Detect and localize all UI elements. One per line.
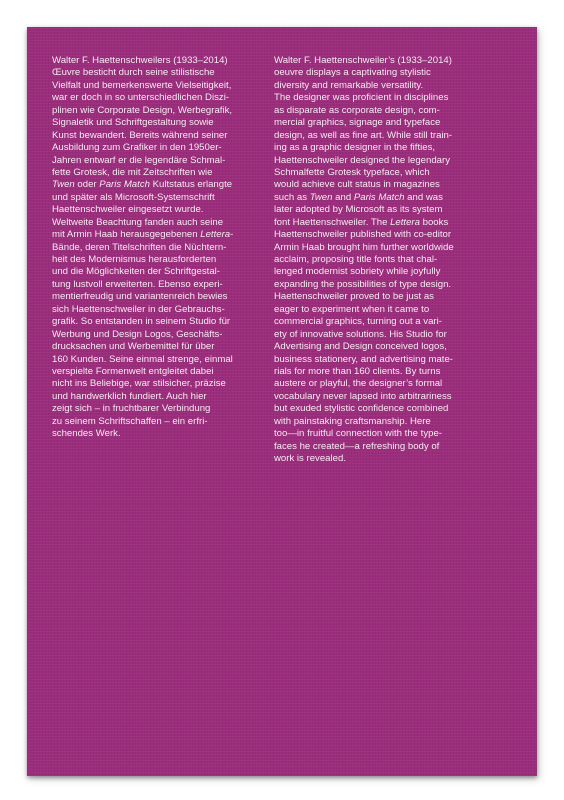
text-line: Twen oder Paris Match Kultstatus erlangte: [52, 179, 233, 191]
text-line: Advertising and Design conceived logos,: [274, 341, 447, 353]
text-line: design, as well as fine art. While still train-: [274, 129, 453, 141]
text-line: zu seinem Schriftschaffen – ein erfri-: [52, 415, 208, 427]
text-line: such as Twen and Paris Match and was: [274, 191, 443, 203]
text-line: lenged modernist sobriety while joyfully: [274, 266, 441, 278]
text-line: ety of innovative solutions. His Studio for: [274, 328, 447, 340]
text-line: as disparate as corporate design, com-: [274, 104, 440, 116]
text-line: business stationery, and advertising mate-: [274, 353, 453, 365]
text-line: Haettenschweiler eingesetzt wurde.: [52, 204, 204, 216]
text-line: und später als Microsoft-Systemschrift: [52, 191, 215, 203]
text-line: would achieve cult status in magazines: [274, 179, 440, 191]
text-line: sich Haettenschweiler in der Gebrauchs-: [52, 303, 225, 315]
text-line: Walter F. Haettenschweilers (1933–2014): [52, 55, 228, 66]
text-line: grafik. So entstanden in seinem Studio für: [52, 316, 231, 328]
text-line: mentierfreudig und variantenreich bewies: [52, 291, 228, 303]
english-text-column: [274, 55, 514, 465]
text-line: war er doch in so unterschiedlichen Diszi-: [52, 92, 230, 104]
text-line: Weltweite Beachtung fanden auch seine: [52, 216, 224, 228]
text-line: with painstaking craftsmanship. Here: [274, 415, 431, 427]
text-line: und handwerklich fundiert. Auch hier: [52, 390, 207, 402]
text-line: Haettenschweiler designed the legendary: [274, 154, 450, 166]
text-line: drucksachen und Werbemittel für über: [52, 341, 215, 353]
text-line: commercial graphics, turning out a vari-: [274, 316, 442, 328]
text-line: Haettenschweiler proved to be just as: [274, 291, 434, 303]
text-line: vocabulary never lapsed into arbitrariness: [274, 390, 452, 402]
text-line: Armin Haab brought him further worldwide: [274, 241, 454, 253]
text-line: Bände, deren Titelschriften die Nüchtern-: [52, 241, 227, 253]
text-line: Ausbildung zum Grafiker in den 1950er-: [52, 142, 222, 154]
text-line: oeuvre displays a captivating stylistic: [274, 67, 431, 79]
text-line: diversity and remarkable versatility.: [274, 79, 424, 91]
text-line: tung lustvoll erweiterten. Ebenso experi-: [52, 278, 223, 290]
text-line: Signaletik und Schriftgestaltung sowie: [52, 117, 214, 129]
german-text-column: [52, 55, 278, 441]
text-line: Œuvre besticht durch seine stilistische: [52, 67, 215, 79]
text-line: but exuded stylistic confidence combined: [274, 403, 449, 415]
text-line: Werbung und Design Logos, Geschäfts-: [52, 328, 223, 340]
text-line: austere or playful, the designer’s formal: [274, 378, 443, 390]
text-line: later adopted by Microsoft as its system: [274, 204, 443, 216]
text-line: mercial graphics, signage and typeface: [274, 117, 441, 129]
text-line: Schmalfette Grotesk typeface, which: [274, 166, 430, 178]
text-line: Vielfalt und bemerkenswerte Vielseitigkeit,: [52, 79, 232, 91]
text-line: Walter F. Haettenschweiler’s (1933–2014): [274, 55, 452, 66]
text-line: too—in fruitful connection with the type-: [274, 428, 442, 440]
text-line: mit Armin Haab herausgegebenen Lettera-: [52, 229, 234, 241]
text-line: work is revealed.: [274, 453, 346, 464]
text-line: 160 Kunden. Seine einmal strenge, einmal: [52, 353, 233, 365]
text-line: acclaim, proposing title fonts that chal-: [274, 254, 438, 265]
text-line: font Haettenschweiler. The Lettera books: [274, 216, 449, 228]
text-line: Jahren entwarf er die legendäre Schmal-: [52, 154, 226, 166]
text-line: nicht ins Beliebige, war stilsicher, präzise: [52, 378, 226, 390]
text-line: rials for more than 160 clients. By turns: [274, 365, 441, 377]
text-line: eager to experiment when it came to: [274, 303, 430, 315]
text-line: ing as a graphic designer in the fifties,: [274, 142, 436, 154]
text-line: verspielte Formenwelt entgleitet dabei: [52, 365, 214, 377]
text-line: expanding the possibilities of type design.: [274, 278, 452, 290]
text-line: The designer was proficient in disciplines: [274, 92, 449, 104]
text-line: zeigt sich – in fruchtbarer Verbindung: [52, 403, 211, 415]
text-line: Haettenschweiler published with co-editor: [274, 229, 452, 241]
book-back-cover: [27, 27, 537, 776]
text-line: plinen wie Corporate Design, Werbegrafik,: [52, 104, 233, 116]
text-line: fette Grotesk, die mit Zeitschriften wie: [52, 166, 213, 178]
text-line: Kunst bewandert. Bereits während seiner: [52, 129, 228, 141]
text-line: und die Möglichkeiten der Schriftgestal-: [52, 266, 220, 278]
text-line: faces he created—a refreshing body of: [274, 440, 440, 452]
text-line: schendes Werk.: [52, 428, 121, 440]
text-line: heit des Modernismus herausforderten: [52, 254, 217, 265]
